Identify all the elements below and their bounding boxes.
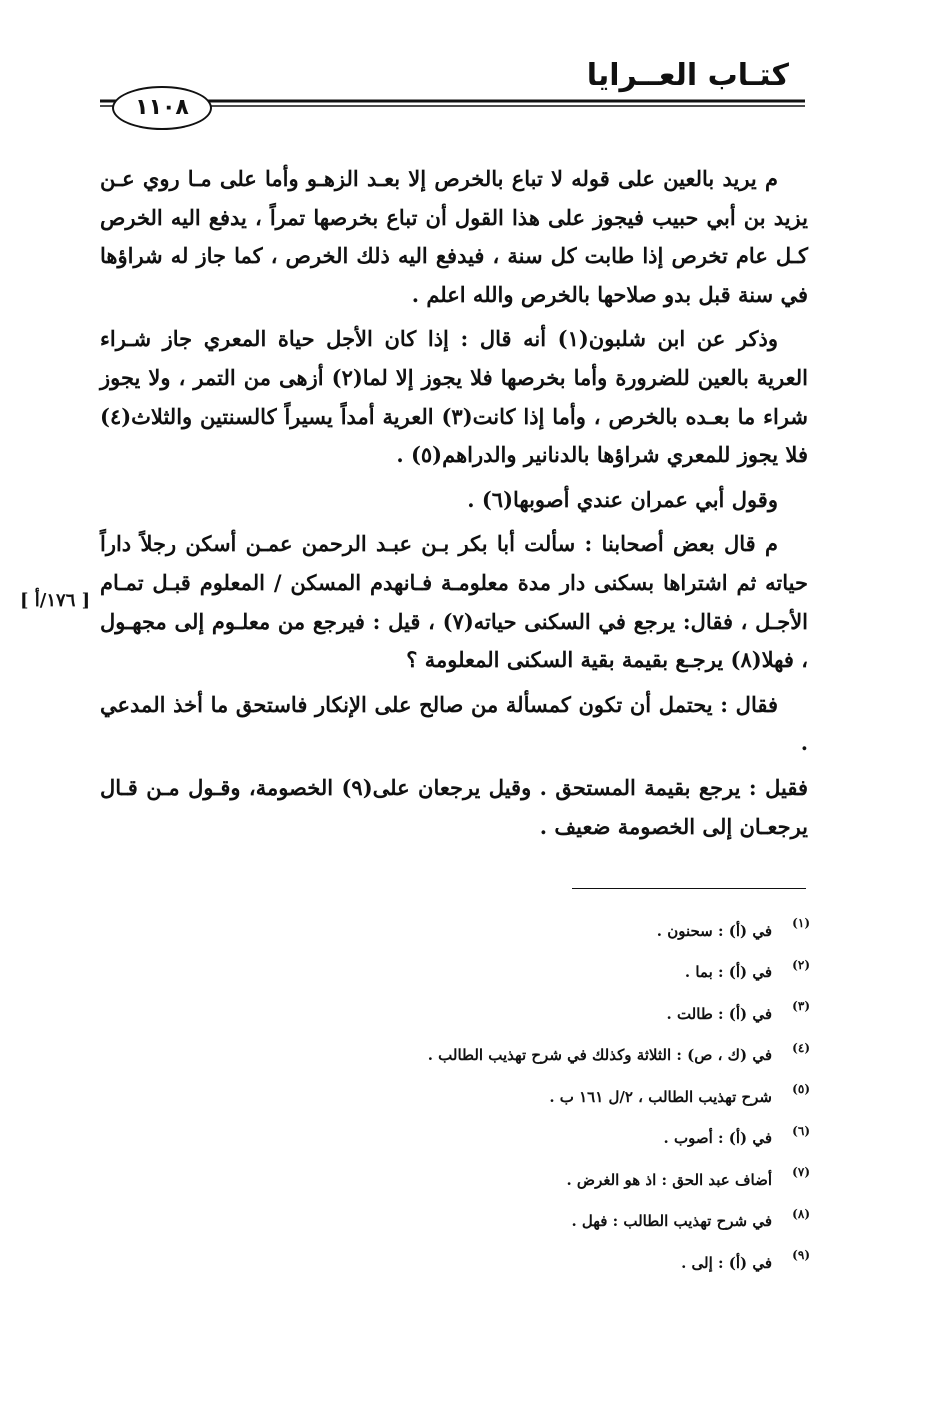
footnote-number: (٨): [792, 1206, 810, 1221]
footnote-text: في (أ) : طالت .: [666, 1004, 772, 1023]
footnote-number: (٢): [792, 957, 810, 972]
paragraph: فقيل : يرجع بقيمة المستحق . وقيل يرجعان على(٩) الخصومة، وقـول مـن قـال يرجعـان إلى الخصومة ضعيف .: [100, 774, 808, 839]
footnote-number: (٧): [792, 1165, 810, 1179]
footnote-text: أضاف عبد الحق : اذ هو الغرض .: [566, 1170, 772, 1189]
footnote: [330, 1076, 810, 1118]
footnote-number: (٤): [792, 1040, 810, 1055]
footnote-text: في (أ) : أصوب .: [663, 1129, 772, 1148]
footnote: [330, 910, 810, 952]
paragraph: فقال : يحتمل أن تكون كمسألة من صالح على الإنكار فاستحق ما أخذ المدعي .: [100, 691, 808, 756]
manuscript-folio-marker: [ ١٧٦/أ ]: [20, 590, 91, 611]
paragraph: م يريد بالعين على قوله لا تباع بالخرص إلا بعـد الزهـو وأما على مـا روي عـن يزيد بن أبي حبيب فيجوز على هذا القول أن تباع بخرصها تمراً ، يدفع اليه الخرص كـل عام تخرص إذا طابت كل سنة ، فيدفع اليه ذلك الخرص ، كما جاز له شراؤها في سنة قبل بدو صلاحها بالخرص والله اعلم .: [100, 166, 808, 307]
footnote: [330, 952, 810, 994]
paragraph: وذكر عن ابن شلبون(١) أنه قال : إذا كان الأجل حياة المعري جاز شـراء العرية بالعين للضرورة وأما بخرصها فلا يجوز إلا لما(٢) أزهى من التمر ، ولا يجوز شراء ما بعـده بالخرص ، وأما إذا كانت(٣) العرية أمداً يسيراً كالسنتين والثلاث(٤) فلا يجوز للمعري شراؤها بالدنانير والدراهم(٥) .: [100, 326, 808, 468]
footnote-number: (٥): [792, 1082, 810, 1096]
page-number: ١١٠٨: [112, 86, 212, 130]
footnote-text: في (أ) : إلى .: [681, 1253, 772, 1272]
footnotes: [330, 910, 810, 1284]
footnote-number: (١): [792, 916, 810, 930]
footnote-number: (٦): [792, 1123, 810, 1138]
footnote-text: شرح تهذيب الطالب ، ٢/ل ١٦١ ب .: [549, 1087, 772, 1106]
main-text: [100, 160, 808, 852]
footnote-number: (٩): [792, 1248, 810, 1262]
footnote: [330, 1118, 810, 1160]
paragraph: وقول أبي عمران عندي أصوبها(٦) .: [467, 486, 778, 512]
footnote-text: في (أ) : سحنون .: [656, 921, 772, 940]
footnote: [330, 1159, 810, 1201]
book-title: كتـاب العــرايا: [586, 58, 789, 93]
footnote-number: (٣): [792, 999, 810, 1013]
footnote: [330, 1242, 810, 1284]
footnote: [330, 1035, 810, 1077]
footnote-text: في (أ) : بما .: [684, 963, 772, 982]
footnote: [330, 993, 810, 1035]
footnote-text: في شرح تهذيب الطالب : فهل .: [571, 1212, 772, 1231]
paragraph: م قال بعض أصحابنا : سألت أبا بكر بـن عبـد الرحمن عمـن أسكن رجلاً داراً حياته ثم اشتراها بسكنى دار مدة معلومـة فـانهدم المسكن / المعلوم قبـل تمـام الأجـل ، فقال: يرجع في السكنى حياته(٧) ، قيل : فيرجع من معلـوم إلى مجهـول ، فهلا(٨) يرجـع بقيمة بقية السكنى المعلومة ؟: [100, 531, 809, 673]
footnote: [330, 1201, 810, 1243]
footnote-text: في (ك ، ص) : الثلاثة وكذلك في شرح تهذيب الطالب .: [427, 1046, 772, 1065]
footnote-divider: [572, 888, 806, 889]
